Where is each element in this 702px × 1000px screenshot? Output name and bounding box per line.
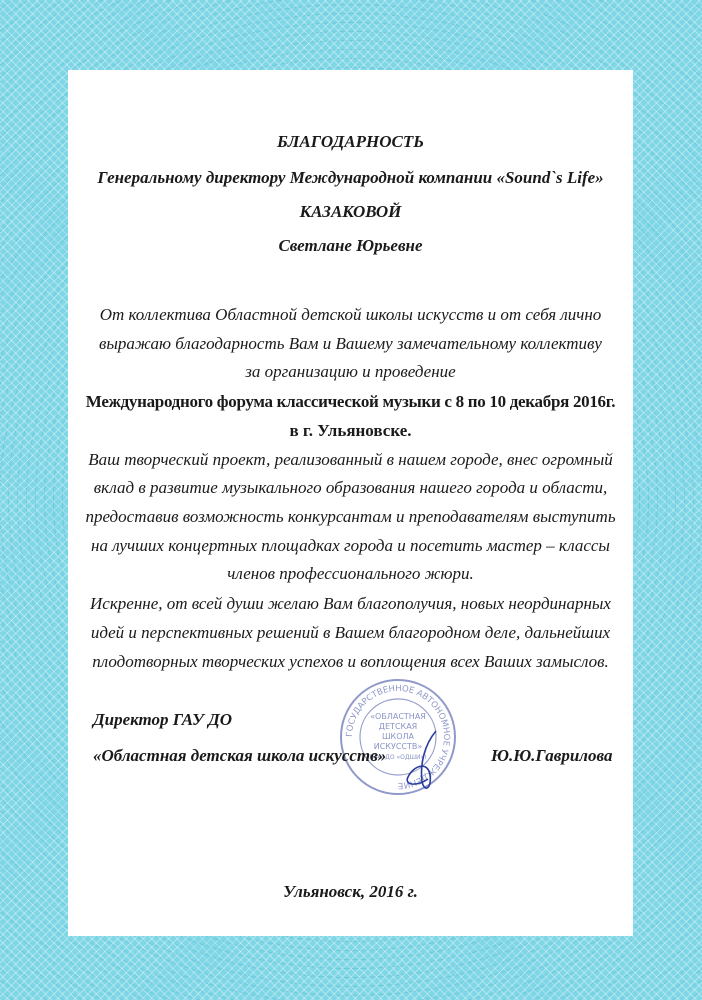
project-line: вклад в развитие музыкального образования нашего города и области, <box>93 478 608 497</box>
addressee-line: Генеральному директору Международной компании «Sound`s Life» <box>97 168 604 187</box>
signer-position: Директор ГАУ ДО <box>93 710 232 729</box>
seal-center-text: ДЕТСКАЯ <box>378 722 418 731</box>
certificate-body <box>68 70 633 936</box>
addressee-surname: КАЗАКОВОЙ <box>299 202 402 221</box>
event-line: Международного форума классической музыки с 8 по 10 декабря 2016г. <box>85 392 616 411</box>
body-line: выражаю благодарность Вам и Вашему замечательному коллективу <box>99 334 602 353</box>
wish-line: Искренне, от всей души желаю Вам благополучия, новых неординарных <box>90 594 611 613</box>
seal-center-text: (ГАУ ДО «ОДШИ») <box>369 754 427 761</box>
project-line: членов профессионального жюри. <box>227 564 474 583</box>
document-title: БЛАГОДАРНОСТЬ <box>276 132 425 151</box>
project-line: предоставив возможность конкурсантам и преподавателям выступить <box>85 507 616 526</box>
organization-seal <box>338 677 458 797</box>
seal-center-text: «ОБЛАСТНАЯ <box>370 712 426 721</box>
project-line: на лучших концертных площадках города и посетить мастер – классы <box>91 536 610 555</box>
seal-ring-text: ГОСУДАРСТВЕННОЕ АВТОНОМНОЕ УЧРЕЖДЕНИЕ <box>344 683 452 791</box>
signer-name: Ю.Ю.Гаврилова <box>491 746 613 765</box>
addressee-name: Светлане Юрьевне <box>278 236 423 255</box>
body-line: за организацию и проведение <box>245 362 456 381</box>
seal-center-text: ШКОЛА <box>381 732 415 741</box>
footer-place-date: Ульяновск, 2016 г. <box>283 882 418 901</box>
wish-line: плодотворных творческих успехов и воплощения всех Ваших замыслов. <box>92 652 609 671</box>
body-line: От коллектива Областной детской школы искусств и от себя лично <box>99 305 602 324</box>
wish-line: идей и перспективных решений в Вашем благородном деле, дальнейших <box>90 623 611 642</box>
project-line: Ваш творческий проект, реализованный в нашем городе, внес огромный <box>88 450 613 469</box>
seal-center-text: ИСКУССТВ» <box>373 742 423 751</box>
event-line: в г. Ульяновске. <box>289 421 412 440</box>
signer-organization: «Областная детская школа искусств» <box>93 746 387 765</box>
